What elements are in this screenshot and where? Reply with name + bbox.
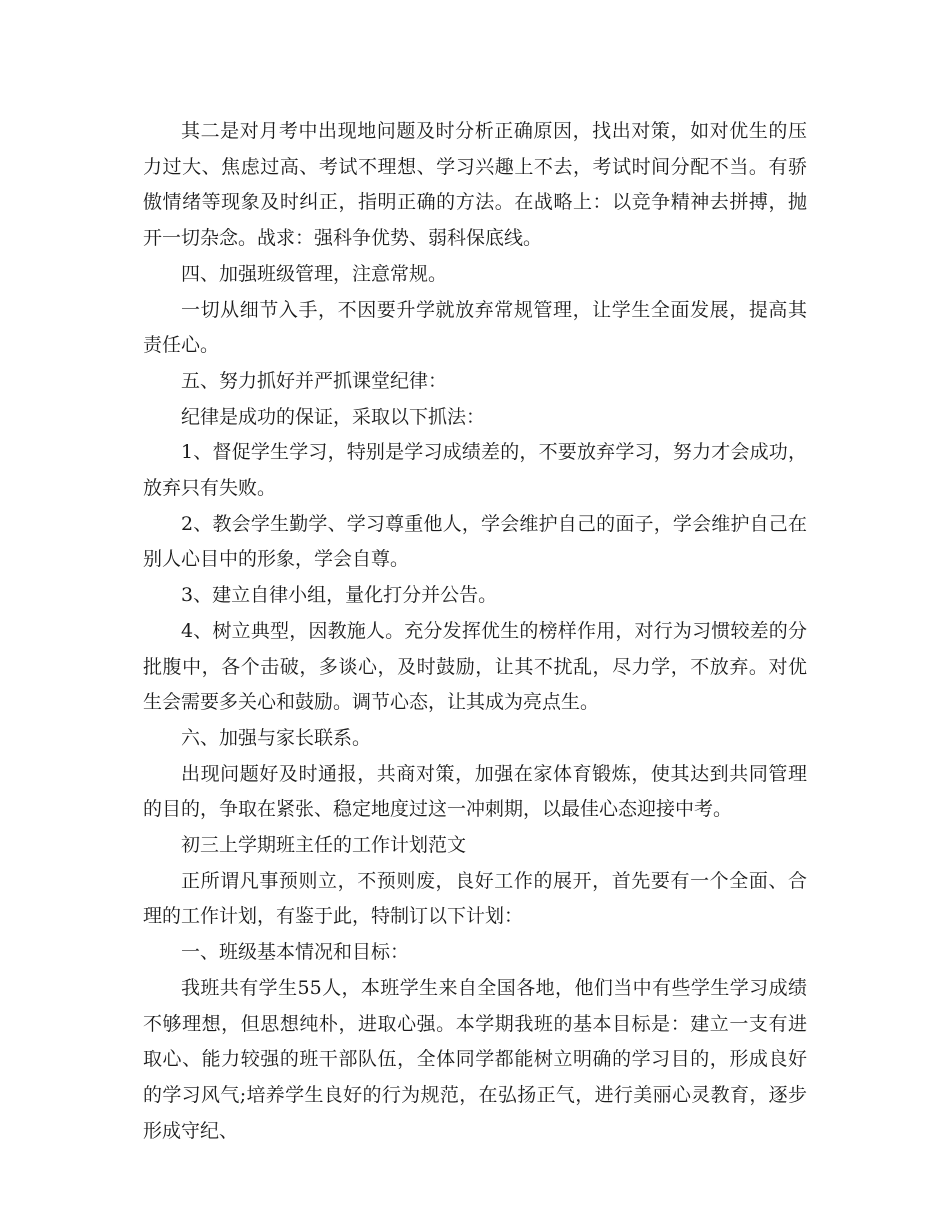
section-heading: 六、加强与家长联系。	[181, 726, 372, 749]
paragraph: 我班共有学生55人，本班学生来自全国各地，他们当中有些学生学习成绩不够理想，但思想纯朴，进取心强。本学期我班的基本目标是：建立一支有进取心、能力较强的班干部队伍，全体同学都能树立明确的学习目的，形成良好的学习风气;培养学生良好的行为规范，在弘扬正气，进行美丽心灵教育，逐步形成守纪、	[143, 976, 807, 1142]
list-item: 3、建立自律小组，量化打分并公告。	[181, 584, 498, 607]
section-heading: 四、加强班级管理，注意常规。	[181, 262, 448, 285]
document-body	[143, 114, 807, 1149]
list-item: 4、树立典型，因教施人。充分发挥优生的榜样作用，对行为习惯较差的分批腹中，各个击破，多谈心，及时鼓励，让其不扰乱，尽力学，不放弃。对优生会需要多关心和鼓励。调节心态，让其成为亮点生。	[143, 619, 807, 714]
paragraph: 其二是对月考中出现地问题及时分析正确原因，找出对策，如对优生的压力过大、焦虑过高、考试不理想、学习兴趣上不去，考试时间分配不当。有骄傲情绪等现象及时纠正，指明正确的方法。在战略上：以竞争精神去拼搏，抛开一切杂念。战求：强科争优势、弱科保底线。	[143, 120, 807, 250]
paragraph: 出现问题好及时通报，共商对策，加强在家体育锻炼，使其达到共同管理的目的，争取在紧张、稳定地度过这一冲刺期，以最佳心态迎接中考。	[143, 762, 807, 821]
paragraph: 一切从细节入手，不因要升学就放弃常规管理，让学生全面发展，提高其责任心。	[143, 298, 807, 357]
list-item: 2、教会学生勤学、学习尊重他人，学会维护自己的面子，学会维护自己在别人心目中的形象，学会自尊。	[143, 512, 807, 571]
list-item: 1、督促学生学习，特别是学习成绩差的，不要放弃学习，努力才会成功，放弃只有失败。	[143, 441, 807, 500]
section-heading: 五、努力抓好并严抓课堂纪律：	[181, 369, 448, 392]
section-heading: 一、班级基本情况和目标：	[181, 941, 410, 964]
paragraph: 正所谓凡事预则立，不预则废，良好工作的展开，首先要有一个全面、合理的工作计划，有鉴于此，特制订以下计划：	[143, 869, 807, 928]
document-title: 初三上学期班主任的工作计划范文	[181, 834, 467, 857]
paragraph: 纪律是成功的保证，采取以下抓法：	[181, 405, 486, 428]
